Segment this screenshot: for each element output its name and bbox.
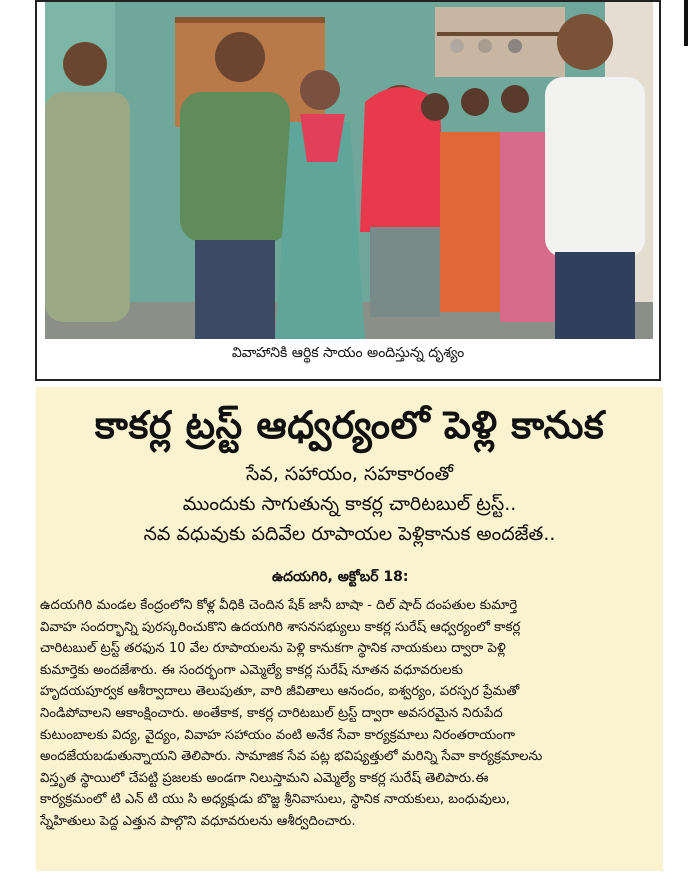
article-subheading: సేవ, సహాయం, సహకారంతో xyxy=(245,463,454,485)
article-dateline: ఉదయగిరి, అక్టోబర్ 18: xyxy=(272,569,409,585)
body-line: కుమార్తెకు అందజేశారు. ఈ సందర్భంగా ఎమ్మెల్యే కాకర్ల సురేష్ నూతన వధూవరులకు xyxy=(40,662,463,678)
body-line: నిండిపోవాలని ఆకాంక్షించారు. అంతేకాక, కాకర్ల చారిటబుల్ ట్రస్ట్ ద్వారా అవసరమైన నిరుపేద xyxy=(40,705,503,721)
article-subheading: ముందుకు సాగుతున్న కాకర్ల చారిటబుల్ ట్రస్ట్.. xyxy=(182,493,517,515)
news-article xyxy=(36,387,663,871)
page-edge-mark xyxy=(684,0,688,46)
body-line: స్నేహితులు పెద్ద ఎత్తున పాల్గొని వధూవరులను ఆశీర్వదించారు. xyxy=(40,813,356,829)
body-line: చారిటబుల్ ట్రస్ట్ తరఫున 10 వేల రూపాయలను పెళ్లి కానుకగా స్థానిక నాయకులు ద్వారా పెళ్లి xyxy=(40,641,506,657)
body-line: కార్యక్రమంలో టి ఎన్ టి యు సి అధ్యక్షుడు బొజ్జ శ్రీనివాసులు, స్థానిక నాయకులు, బంధువులు, xyxy=(40,792,510,808)
photo-caption: వివాహానికి ఆర్థిక సాయం అందిస్తున్న దృశ్యం xyxy=(231,345,465,361)
article-body xyxy=(40,595,660,833)
body-line: కుటుంబాలకు విద్య, వైద్యం, వివాహ సహాయం వంటి అనేక సేవా కార్యక్రమాలు నిరంతరాయంగా xyxy=(40,727,515,743)
body-line: అందజేయబడుతున్నాయని తెలిపారు. సామాజిక సేవ పట్ల భవిష్యత్తులో మరిన్ని సేవా కార్యక్రమాలను xyxy=(40,749,543,765)
body-line: వివాహ సందర్భాన్ని పురస్కరించుకొని ఉదయగిరి శాసనసభ్యులు కాకర్ల సురేష్ ఆధ్వర్యంలో కాకర్ల xyxy=(40,619,521,635)
body-line: ఉదయగిరి మండల కేంద్రంలోని కోళ్ల వీధికి చెందిన షేక్ జానీ బాషా - దిల్ షాద్ దంపతుల కుమార్తె xyxy=(40,598,518,613)
news-photo xyxy=(45,2,653,339)
photo-frame xyxy=(35,0,661,381)
body-line: విస్తృత స్థాయిలో చేపట్టి ప్రజలకు అండగా నిలుస్తామని ఎమ్మెల్యే కాకర్ల సురేష్ తెలిపారు.ఈ xyxy=(40,770,489,786)
body-line: హృదయపూర్వక ఆశీర్వాదాలు తెలుపుతూ, వారి జీవితాలు ఆనందం, ఐశ్వర్యం, పరస్పర ప్రేమతో xyxy=(40,684,520,700)
article-subheading: నవ వధువుకు పదివేల రూపాయల పెళ్లికానుక అందజేత.. xyxy=(143,523,556,545)
article-headline: కాకర్ల ట్రస్ట్ ఆధ్వర్యంలో పెళ్లి కానుక xyxy=(94,403,605,447)
